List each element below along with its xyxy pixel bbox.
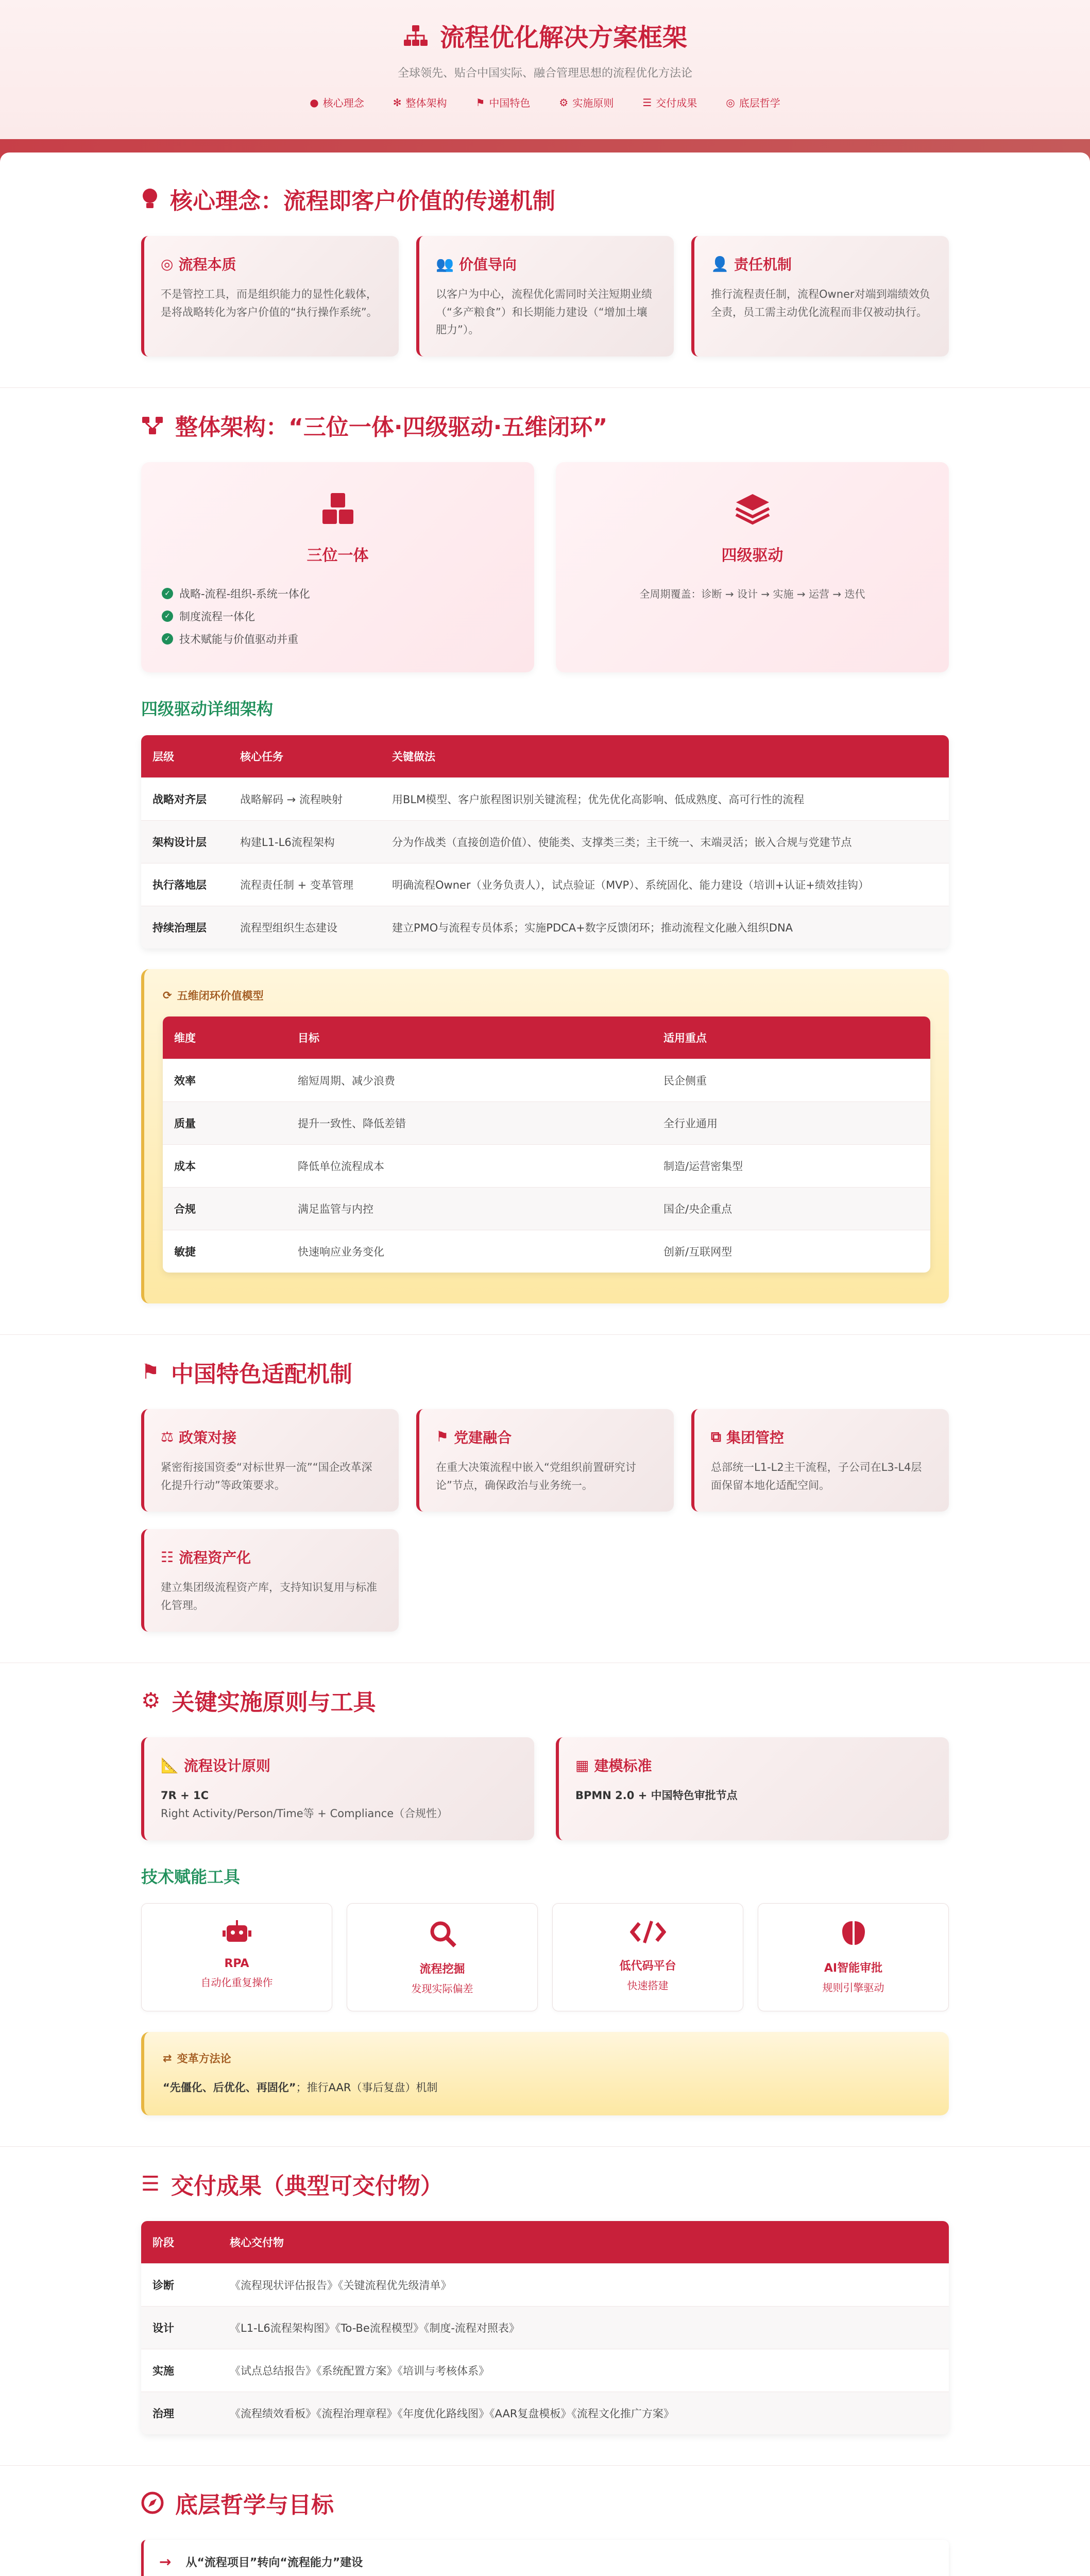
page-subtitle: 全球领先、贴合中国实际、融合管理思想的流程优化方法论 (397, 67, 692, 80)
flag-icon: ⚑ (436, 1428, 449, 1446)
exchange-icon: ⇄ (163, 2052, 172, 2064)
bulb-icon: ● (310, 96, 319, 109)
brain-icon (839, 1919, 868, 1947)
design-principle-card: 📐 流程设计原则 7R + 1C Right Activity/Person/Time等 + Compliance（合规性） (141, 1737, 534, 1840)
table-row: 治理 《流程绩效看板》《流程治理章程》《年度优化路线图》《AAR复盘模板》《流程文化推广方案》 (141, 2392, 949, 2434)
tool-card: 流程挖掘 发现实际偏差 (347, 1903, 538, 2011)
four-level-table: 层级 核心任务 关键做法 战略对齐层 战略解码 → 流程映射 用BLM模型、客户旅程图识别关键流程；优先优化高影响、低成熟度、高可行性的流程 架构设计层 构建L1-L6流程架构 分为作战类（直接创造价值）、使能类、支撑类三类；主干统一、末端灵活；嵌入合规与党建节点 执行落地层 流程责任制 + 变革管理 明确流程Owner（业务负责人），试点验证（MVP）、系统固化、能力建设（培训+认证+绩效挂钩） 持续治理层 流程型组织生态建设 建立PMO与流程专员体系；实施PDCA+数字反馈闭环；推动流程文化融入组织DNA (141, 735, 949, 948)
database-icon: ☷ (161, 1548, 174, 1566)
table-row: 架构设计层 构建L1-L6流程架构 分为作战类（直接创造价值）、使能类、支撑类三类；主干统一、末端灵活；嵌入合规与党建节点 (141, 820, 949, 863)
section-title: 核心理念：流程即客户价值的传递机制 (141, 182, 949, 215)
table-row: 实施 《试点总结报告》《系统配置方案》《培训与考核体系》 (141, 2349, 949, 2392)
top-nav (0, 95, 1090, 110)
layers-icon (734, 492, 771, 526)
search-icon (428, 1919, 457, 1948)
list-check-icon: ☰ (141, 2172, 160, 2196)
target-icon: ◎ (161, 255, 174, 273)
compass-icon: ◎ (726, 96, 735, 109)
header-band (0, 139, 1090, 162)
network-icon (141, 415, 164, 435)
table-row: 合规 满足监管与内控 国企/央企重点 (163, 1187, 930, 1230)
core-card: ◎ 流程本质 不是管控工具，而是组织能力的显性化载体，是将战略转化为客户价值的“执行操作系统”。 (141, 236, 399, 357)
sync-icon: ⟳ (163, 989, 172, 1002)
philosophy-item: → 从“流程项目”转向“流程能力”建设 (141, 2540, 949, 2576)
china-card: ⚑ 党建融合 在重大决策流程中嵌入“党组织前置研究讨论”节点，确保政治与业务统一。 (416, 1409, 674, 1512)
delivery-table: 阶段 核心交付物 诊断 《流程现状评估报告》《关键流程优先级清单》 设计 《L1-L6流程架构图》《To-Be流程模型》《制度-流程对照表》 实施 《试点总结报告》《系统配置方案》《培训与考核体系》 治理 《流程绩效看板》《流程治理章程》《年度优化路线图》《AAR复盘模板》《流程文化推广方案》 (141, 2221, 949, 2434)
list-item: ✓ 技术赋能与价值驱动并重 (162, 631, 514, 647)
cubes-icon: ▦ (575, 1756, 589, 1774)
gears-icon: ⚙ (141, 1687, 161, 1713)
page-title (0, 0, 1090, 53)
section-core (0, 162, 1090, 388)
balance-icon: ⚖ (161, 1428, 174, 1446)
list-icon: ☰ (642, 96, 652, 109)
table-row: 战略对齐层 战略解码 → 流程映射 用BLM模型、客户旅程图识别关键流程；优先优化高影响、低成熟度、高可行性的流程 (141, 777, 949, 820)
compass-icon (141, 2492, 164, 2514)
section-philosophy (0, 2466, 1090, 2576)
user-tie-icon: 👤 (711, 255, 729, 273)
lightbulb-icon (141, 188, 159, 210)
list-item: ✓ 战略-流程-组织-系统一体化 (162, 586, 514, 601)
gears-icon: ⚙ (559, 96, 569, 109)
trinity-card: 三位一体 ✓ 战略-流程-组织-系统一体化 ✓ 制度流程一体化 ✓ 技术赋能与价值驱动并重 (141, 462, 534, 672)
cubes-icon (319, 492, 356, 526)
china-card: ⚖ 政策对接 紧密衔接国资委“对标世界一流”“国企改革深化提升行动”等政策要求。 (141, 1409, 399, 1512)
section-architecture (0, 388, 1090, 1335)
sitemap-icon (403, 24, 429, 47)
network-icon: ✻ (393, 96, 402, 109)
users-icon: 👥 (436, 255, 454, 273)
tool-card: AI智能审批 规则引擎驱动 (758, 1903, 949, 2011)
table-row: 执行落地层 流程责任制 + 变革管理 明确流程Owner（业务负责人），试点验证（MVP）、系统固化、能力建设（培训+认证+绩效挂钩） (141, 863, 949, 906)
nav-core[interactable]: ● 核心理念 (310, 96, 364, 109)
check-icon: ✓ (162, 611, 173, 622)
section-principles (0, 1663, 1090, 2146)
tool-card: RPA 自动化重复操作 (141, 1903, 332, 2011)
arrow-right-icon: → (159, 2553, 172, 2570)
section-title: ⚑ 中国特色适配机制 (141, 1360, 352, 1387)
china-card: ⧉ 集团管控 总部统一L1-L2主干流程，子公司在L3-L4层面保留本地化适配空间。 (691, 1409, 949, 1512)
subsection-title: 技术赋能工具 (141, 1867, 241, 1887)
ruler-icon: 📐 (161, 1756, 179, 1774)
table-row: 质量 提升一致性、降低差错 全行业通用 (163, 1101, 930, 1144)
subsection-title: 四级驱动详细架构 (141, 699, 274, 719)
table-row: 成本 降低单位流程成本 制造/运营密集型 (163, 1144, 930, 1187)
page-header (0, 0, 1090, 139)
four-level-card: 四级驱动 全周期覆盖：诊断 → 设计 → 实施 → 运营 → 迭代 (556, 462, 949, 672)
tool-card: 低代码平台 快速搭建 (552, 1903, 743, 2011)
table-row: 敏捷 快速响应业务变化 创新/互联网型 (163, 1230, 930, 1273)
nav-china[interactable]: ⚑ 中国特色 (475, 96, 531, 109)
section-title: ☰ 交付成果（典型可交付物） (141, 2172, 443, 2199)
china-card: ☷ 流程资产化 建立集团级流程资产库，支持知识复用与标准化管理。 (141, 1529, 399, 1632)
check-icon: ✓ (162, 633, 173, 645)
flag-icon: ⚑ (475, 96, 485, 109)
method-box: ⇄ 变革方法论 “先僵化、后优化、再固化”；推行AAR（事后复盘）机制 (141, 2032, 949, 2115)
nav-philosophy[interactable]: ◎ 底层哲学 (726, 96, 780, 109)
flag-icon: ⚑ (141, 1360, 160, 1384)
model-standard-card: ▦ 建模标准 BPMN 2.0 + 中国特色审批节点 (556, 1737, 949, 1840)
sitemap-icon: ⧉ (711, 1428, 721, 1445)
table-row: 持续治理层 流程型组织生态建设 建立PMO与流程专员体系；实施PDCA+数字反馈闭环；推动流程文化融入组织DNA (141, 906, 949, 948)
robot-icon (222, 1919, 252, 1945)
list-item: ✓ 制度流程一体化 (162, 608, 514, 624)
section-title: ⚙ 关键实施原则与工具 (141, 1687, 376, 1716)
table-row: 设计 《L1-L6流程架构图》《To-Be流程模型》《制度-流程对照表》 (141, 2306, 949, 2349)
code-icon (630, 1919, 666, 1945)
table-row: 效率 缩短周期、减少浪费 民企侧重 (163, 1059, 930, 1101)
section-title: 底层哲学与目标 (141, 2486, 949, 2519)
nav-delivery[interactable]: ☰ 交付成果 (642, 96, 697, 109)
core-card: 👤 责任机制 推行流程责任制，流程Owner对端到端绩效负全责，员工需主动优化流程而非仅被动执行。 (691, 236, 949, 357)
page-title-text: 流程优化解决方案框架 (439, 23, 687, 52)
nav-arch[interactable]: ✻ 整体架构 (393, 96, 447, 109)
nav-principles[interactable]: ⚙ 实施原则 (559, 96, 614, 109)
section-china (0, 1335, 1090, 1664)
section-title: 整体架构：“三位一体·四级驱动·五维闭环” (141, 409, 949, 442)
five-dimension-box: ⟳ 五维闭环价值模型 维度 目标 适用重点 效率 缩短周期、减少浪费 民企侧重 质量 提升一致性、降低差错 全行业通用 成本 降低单位流程成本 制造/运营密集型 合规 满足监管与内控 国企/央企重点 敏捷 快速响应业务变化 创新/互联网型 (141, 969, 949, 1303)
five-dimension-table: 维度 目标 适用重点 效率 缩短周期、减少浪费 民企侧重 质量 提升一致性、降低差错 全行业通用 成本 降低单位流程成本 制造/运营密集型 合规 满足监管与内控 国企/央企重点 敏捷 快速响应业务变化 创新/互联网型 (163, 1016, 930, 1273)
section-delivery (0, 2147, 1090, 2466)
core-card: 👥 价值导向 以客户为中心，流程优化需同时关注短期业绩（“多产粮食”）和长期能力建设（“增加土壤肥力”）。 (416, 236, 674, 357)
table-row: 诊断 《流程现状评估报告》《关键流程优先级清单》 (141, 2263, 949, 2306)
check-icon: ✓ (162, 588, 173, 599)
